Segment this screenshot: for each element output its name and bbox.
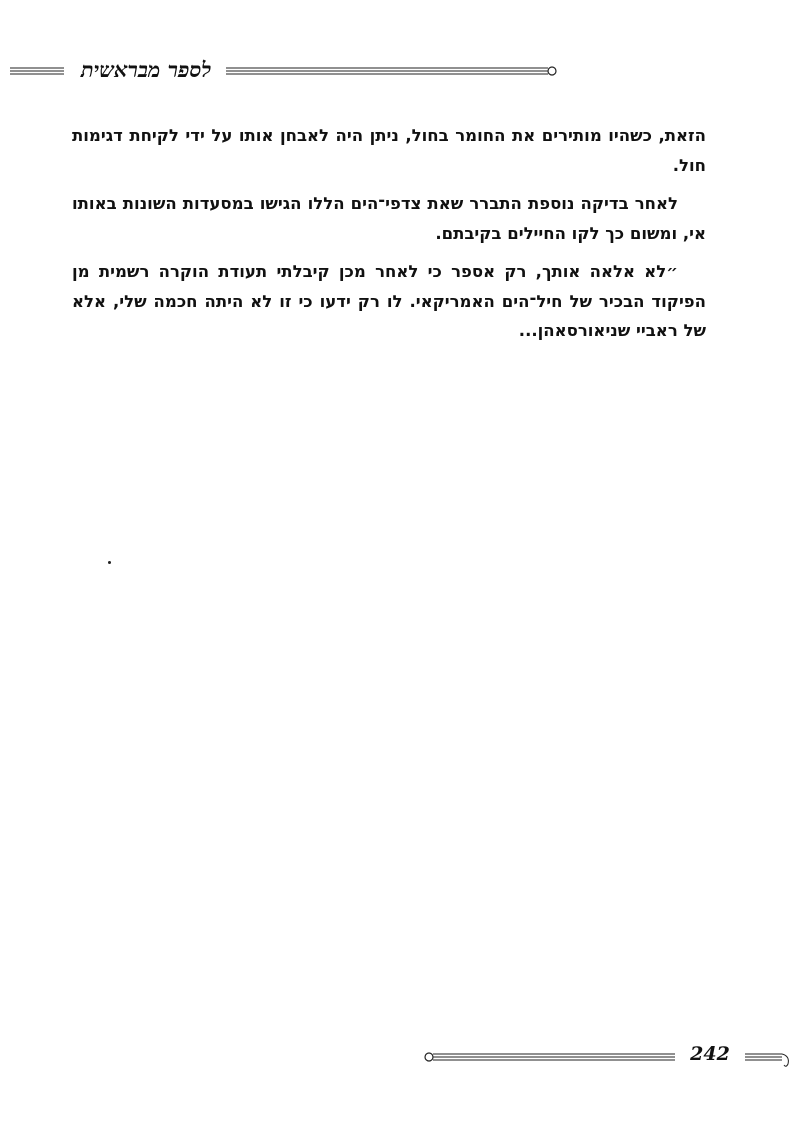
page-number: 242 (675, 1042, 745, 1066)
paragraph-continued: הזאת, כשהיו מותירים את החומר בחול, ניתן היה לאבחן אותו על ידי לקיחת דגימות חול. (72, 126, 706, 175)
page-footer (420, 1040, 800, 1080)
running-header-title: לספר מבראשית (70, 56, 222, 84)
paragraph: ״לא אלאה אותך, רק אספר כי לאחר מכן קיבלתי תעודת הוקרה רשמית מן הפיקוד הבכיר של חיל־הים האמריקאי. לו רק ידעו כי זו לא היתה חכמה שלי, אלא של ראביי שניאורסאהן... (72, 262, 706, 340)
body-text (72, 121, 706, 355)
paragraph: לאחר בדיקה נוספת התברר שאת צדפי־הים הללו הגישו במסעדות השונות באותו אי, ומשום כך לקו החיילים בקיבתם. (72, 194, 706, 243)
running-header (8, 52, 558, 88)
print-speck (108, 561, 111, 564)
